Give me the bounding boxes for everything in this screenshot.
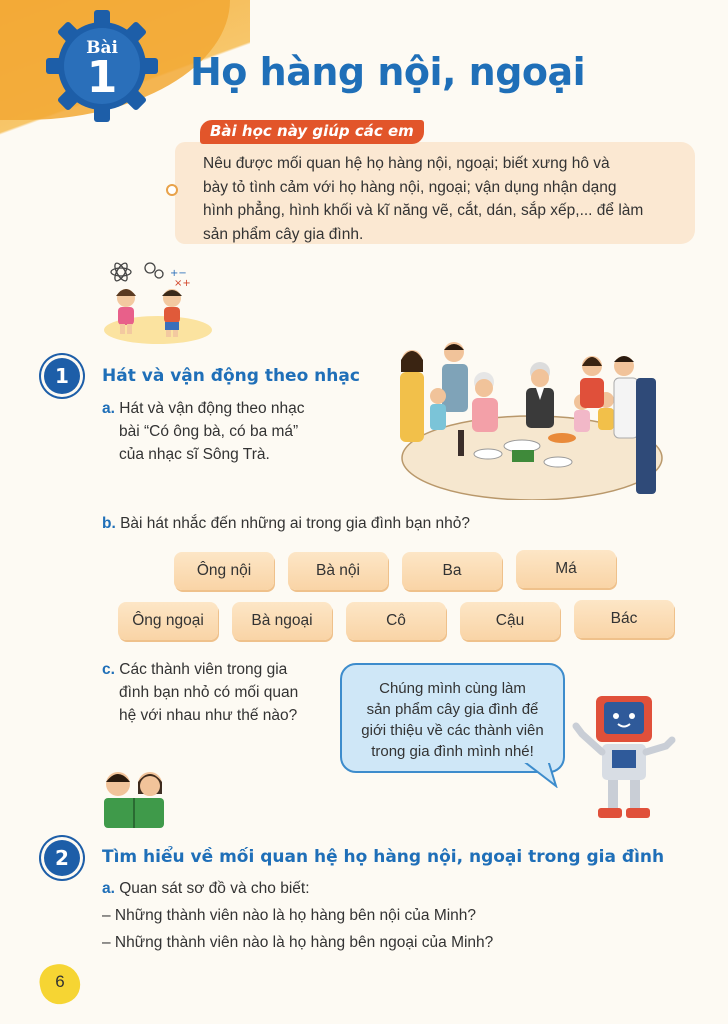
lesson-label: Bài [86,38,118,58]
task-a-line: bài “Có ông bà, có ba má” [119,423,299,440]
section-number-1: 1 [44,358,80,394]
task-c-line: Các thành viên trong gia [119,661,288,678]
page-title: Họ hàng nội, ngoại [190,50,586,94]
speech-bubble-tail [520,760,560,788]
objectives-line: sản phẩm cây gia đình. [203,225,364,243]
task-a-line: của nhạc sĩ Sông Trà. [119,446,270,463]
task-2a-label: a. [102,880,115,897]
bubble-line: Chúng mình cùng làm [379,680,526,697]
task-c-text [102,658,332,727]
answer-card[interactable]: Bác [574,600,674,638]
question-2: – Những thành viên nào là họ hàng bên ngoại của Minh? [102,934,494,951]
task-a-label: a. [102,400,115,417]
answer-card[interactable]: Cậu [460,602,560,640]
task-b-question: Bài hát nhắc đến những ai trong gia đình bạn nhỏ? [120,515,471,532]
task-c-line: đình bạn nhỏ có mối quan [119,684,299,701]
kids-reading-illustration [96,766,172,832]
objectives-line: Nêu được mối quan hệ họ hàng nội, ngoại; biết xưng hô và [203,155,610,172]
section-title-2: Tìm hiểu về mối quan hệ họ hàng nội, ngoại trong gia đình [102,847,665,867]
task-b-label: b. [102,515,116,532]
family-dinner-illustration [392,338,672,500]
task-a-text [102,397,332,466]
answer-card[interactable]: Ông ngoại [118,602,218,640]
speech-bubble-text [350,678,555,762]
answer-card[interactable]: Ba [402,552,502,590]
robot-illustration [568,690,678,825]
question-1: – Những thành viên nào là họ hàng bên nội của Minh? [102,907,477,924]
page-number: 6 [55,972,65,991]
objectives-line: hình phẳng, hình khối và kĩ năng vẽ, cắt, dán, sắp xếp,... để làm [203,202,644,219]
objectives-line: bày tỏ tình cảm với họ hàng nội, ngoại; vận dụng nhận dạng [203,178,617,196]
answer-card[interactable]: Ông nội [174,552,274,590]
task-a-line: Hát và vận động theo nhạc [119,400,305,417]
task-b-text [102,512,470,535]
objectives-text [203,152,683,246]
objectives-heading: Bài học này giúp các em [200,120,424,144]
bubble-line: giới thiệu về các thành viên [361,722,544,739]
answer-card[interactable]: Cô [346,602,446,640]
bubble-line: sản phẩm cây gia đình để [366,701,539,718]
answer-card[interactable]: Bà ngoại [232,602,332,640]
task-c-line: hệ với nhau như thế nào? [119,707,298,724]
section-title-1: Hát và vận động theo nhạc [102,366,360,386]
svg-text:×+: ×+ [174,278,191,289]
pin-icon [166,184,178,196]
section-number-2: 2 [44,840,80,876]
answer-card[interactable]: Má [516,550,616,588]
kids-illustration [96,258,216,346]
task-2a-text: Quan sát sơ đồ và cho biết: [119,880,310,897]
answer-card[interactable]: Bà nội [288,552,388,590]
lesson-number: 1 [86,52,118,103]
svg-text:+−: +− [170,268,187,279]
task-c-label: c. [102,661,115,678]
section2-content [102,877,662,954]
bubble-line: trong gia đình mình nhé! [371,743,534,760]
